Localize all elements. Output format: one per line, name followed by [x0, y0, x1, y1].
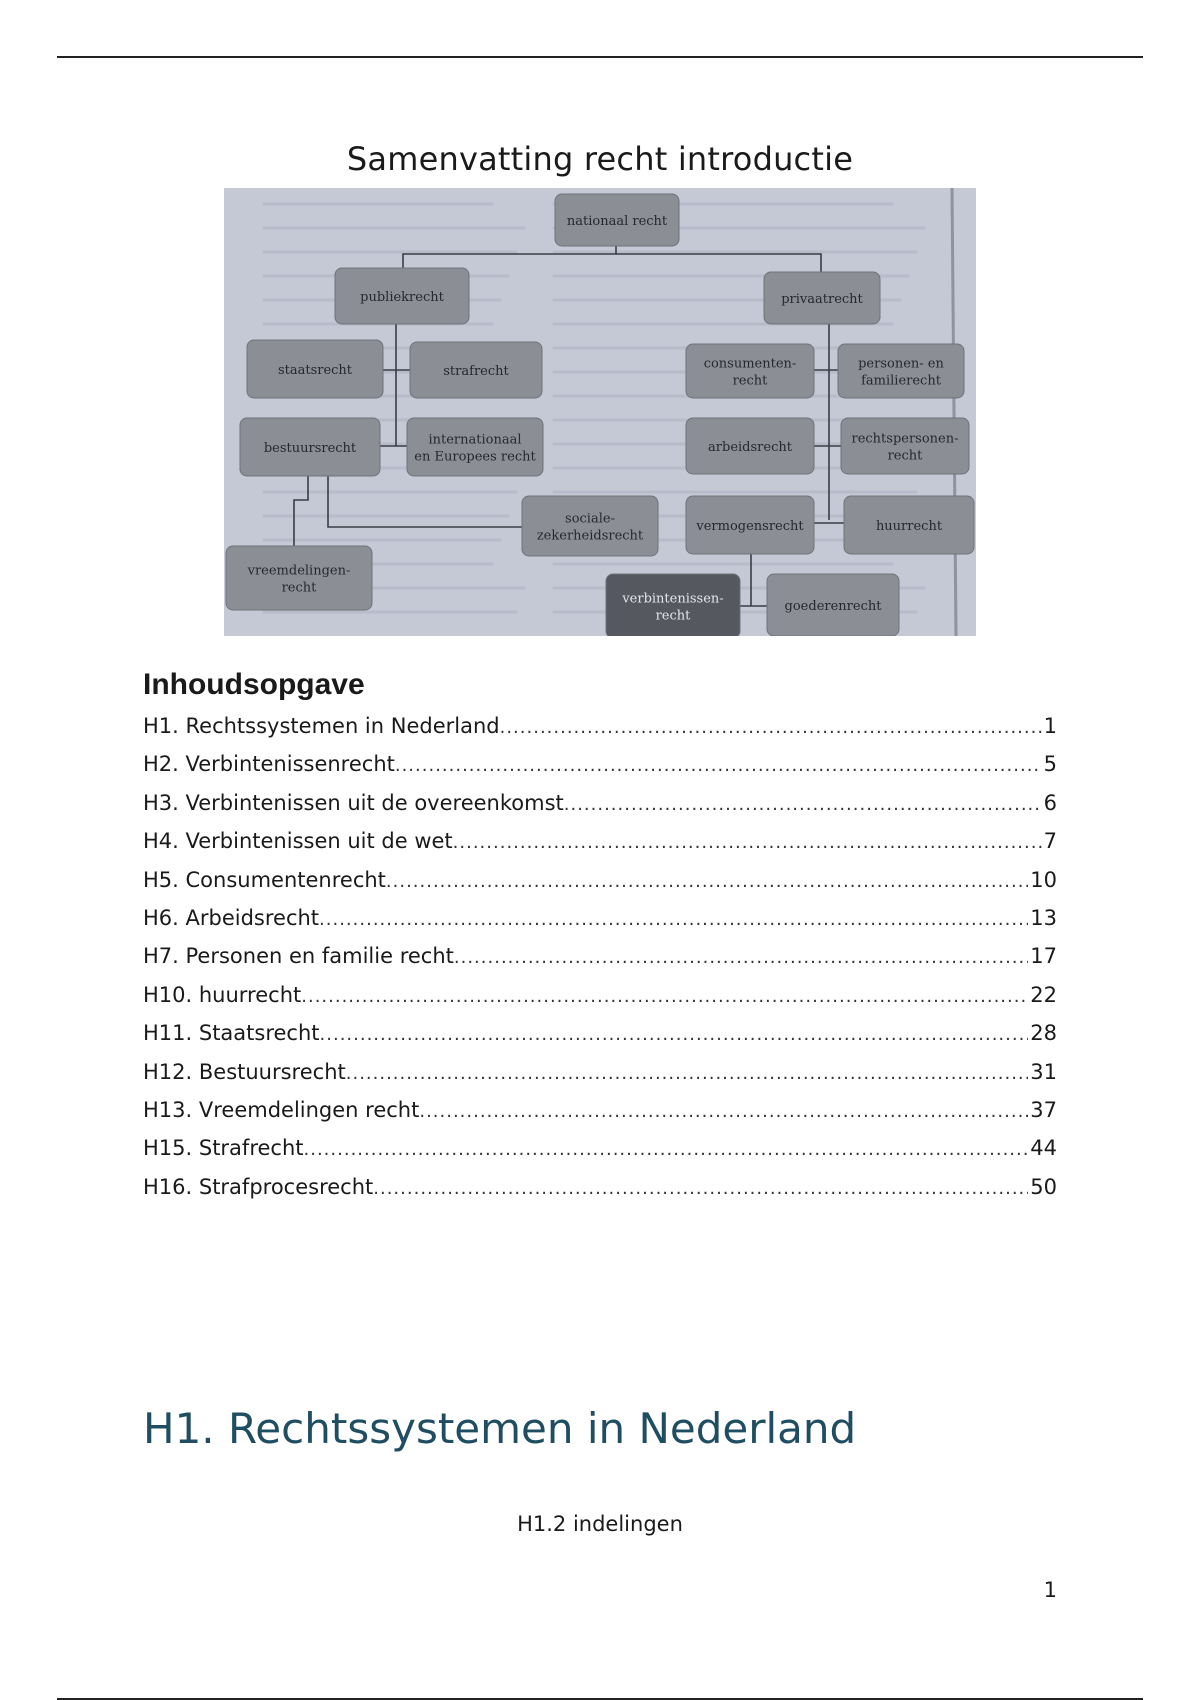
- diagram-node-internationaal: [407, 418, 543, 476]
- diagram-node-label: huurrecht: [875, 519, 943, 534]
- toc-entry-page: 6: [1043, 790, 1057, 815]
- diagram-node-label: zekerheidsrecht: [536, 528, 644, 544]
- toc-dot-leader: [395, 755, 1042, 776]
- diagram-node-verbintenissenrecht: [606, 574, 740, 636]
- toc-entry-page: 13: [1030, 905, 1057, 930]
- diagram-node-label: personen- en: [858, 356, 944, 372]
- diagram-node-label: vermogensrecht: [696, 519, 804, 534]
- document-title: Samenvatting recht introductie: [346, 140, 854, 178]
- diagram-node-label: sociale-: [565, 511, 615, 527]
- toc-dot-leader: [453, 832, 1042, 853]
- toc-heading: Inhoudsopgave: [143, 668, 365, 701]
- diagram-node-vreemdelingenrecht: [226, 546, 372, 610]
- diagram-node-label: nationaal recht: [566, 214, 668, 229]
- toc-entry-title: H10. huurrecht: [143, 982, 302, 1007]
- toc-entry-title: H3. Verbintenissen uit de overeenkomst: [143, 790, 564, 815]
- diagram-node-huurrecht: [844, 496, 974, 554]
- toc-entry-page: 17: [1030, 944, 1057, 969]
- toc-entry-title: H11. Staatsrecht: [143, 1021, 320, 1046]
- toc-entry-title: H13. Vreemdelingen recht: [143, 1097, 420, 1122]
- diagram-node-personen-familierecht: [838, 344, 964, 398]
- table-of-contents: [143, 714, 1057, 1213]
- toc-dot-leader: [564, 794, 1042, 815]
- diagram-node-sociale-zekerheidsrecht: [522, 496, 658, 556]
- toc-entry-title: H12. Bestuursrecht: [143, 1059, 346, 1084]
- diagram-node-goederenrecht: [767, 574, 899, 636]
- diagram-node-arbeidsrecht: [686, 418, 814, 474]
- toc-entry[interactable]: [143, 1098, 1057, 1136]
- toc-dot-leader: [346, 1063, 1029, 1084]
- diagram-node-label: goederenrecht: [784, 599, 882, 614]
- toc-entry[interactable]: [143, 906, 1057, 944]
- diagram-node-vermogensrecht: [686, 496, 814, 554]
- diagram-node-label: familierecht: [861, 373, 941, 389]
- toc-entry[interactable]: [143, 868, 1057, 906]
- toc-entry[interactable]: [143, 1136, 1057, 1174]
- diagram-node-label: consumenten-: [703, 356, 797, 372]
- toc-entry-title: H5. Consumentenrecht: [143, 867, 386, 892]
- diagram-node-strafrecht: [410, 342, 542, 398]
- toc-entry[interactable]: [143, 791, 1057, 829]
- toc-entry-page: 44: [1030, 1136, 1057, 1161]
- toc-entry[interactable]: [143, 829, 1057, 867]
- diagram-node-label: recht: [887, 448, 923, 464]
- diagram-node-label: vreemdelingen-: [247, 563, 351, 579]
- diagram-node-label: recht: [655, 608, 691, 624]
- law-structure-photo: [224, 188, 976, 636]
- diagram-node-rechtspersonenrecht: [841, 418, 969, 474]
- toc-entry-title: H7. Personen en familie recht: [143, 944, 454, 969]
- toc-entry[interactable]: [143, 944, 1057, 982]
- toc-dot-leader: [386, 871, 1028, 892]
- diagram-node-label: arbeidsrecht: [708, 440, 792, 455]
- diagram-node-label: verbintenissen-: [622, 591, 724, 607]
- toc-entry-page: 22: [1030, 982, 1057, 1007]
- diagram-node-label: recht: [281, 580, 317, 596]
- header-rule: [57, 56, 1143, 58]
- toc-dot-leader: [373, 1178, 1028, 1199]
- toc-dot-leader: [454, 947, 1028, 968]
- diagram-node-staatsrecht: [247, 340, 383, 398]
- section-label: H1.2 indelingen: [517, 1512, 683, 1536]
- toc-entry[interactable]: [143, 752, 1057, 790]
- diagram-node-label: recht: [732, 373, 768, 389]
- toc-entry-title: H15. Strafrecht: [143, 1136, 304, 1161]
- toc-entry-page: 1: [1043, 714, 1057, 738]
- toc-entry-page: 7: [1043, 829, 1057, 854]
- diagram-node-bestuursrecht: [240, 418, 380, 476]
- diagram-node-privaatrecht: [764, 272, 880, 324]
- diagram-node-label: publiekrecht: [360, 290, 444, 305]
- toc-dot-leader: [301, 986, 1028, 1007]
- toc-dot-leader: [419, 1101, 1028, 1122]
- toc-entry-page: 10: [1030, 867, 1057, 892]
- toc-entry[interactable]: [143, 1060, 1057, 1098]
- toc-entry[interactable]: [143, 983, 1057, 1021]
- diagram-node-label: rechtspersonen-: [851, 431, 959, 447]
- toc-entry-page: 31: [1030, 1059, 1057, 1084]
- toc-dot-leader: [319, 909, 1028, 930]
- diagram-node-label: internationaal: [428, 432, 522, 448]
- diagram-node-publiekrecht: [335, 268, 469, 324]
- toc-entry-title: H4. Verbintenissen uit de wet: [143, 829, 453, 854]
- toc-entry-title: H16. Strafprocesrecht: [143, 1174, 374, 1199]
- toc-entry-title: H2. Verbintenissenrecht: [143, 752, 395, 777]
- toc-entry[interactable]: [143, 714, 1057, 752]
- diagram-node-label: staatsrecht: [277, 363, 353, 378]
- toc-entry-page: 37: [1030, 1097, 1057, 1122]
- toc-entry-page: 28: [1030, 1021, 1057, 1046]
- chapter-heading: H1. Rechtssystemen in Nederland: [143, 1404, 857, 1453]
- diagram-node-label: bestuursrecht: [263, 441, 357, 456]
- toc-entry-page: 5: [1043, 752, 1057, 777]
- toc-entry-title: H6. Arbeidsrecht: [143, 905, 320, 930]
- toc-entry[interactable]: [143, 1021, 1057, 1059]
- diagram-node-label: privaatrecht: [781, 292, 863, 307]
- law-structure-diagram: [224, 188, 976, 636]
- diagram-node-nationaal-recht: [555, 194, 679, 246]
- toc-entry-page: 50: [1030, 1174, 1057, 1199]
- page-number: 1: [1043, 1578, 1057, 1602]
- diagram-node-consumentenrecht: [686, 344, 814, 398]
- toc-entry[interactable]: [143, 1175, 1057, 1213]
- toc-dot-leader: [304, 1139, 1029, 1160]
- diagram-node-label: strafrecht: [443, 364, 509, 379]
- diagram-node-label: en Europees recht: [414, 449, 536, 465]
- toc-entry-title: H1. Rechtssystemen in Nederland: [143, 714, 500, 738]
- toc-dot-leader: [320, 1024, 1029, 1045]
- toc-dot-leader: [500, 717, 1042, 738]
